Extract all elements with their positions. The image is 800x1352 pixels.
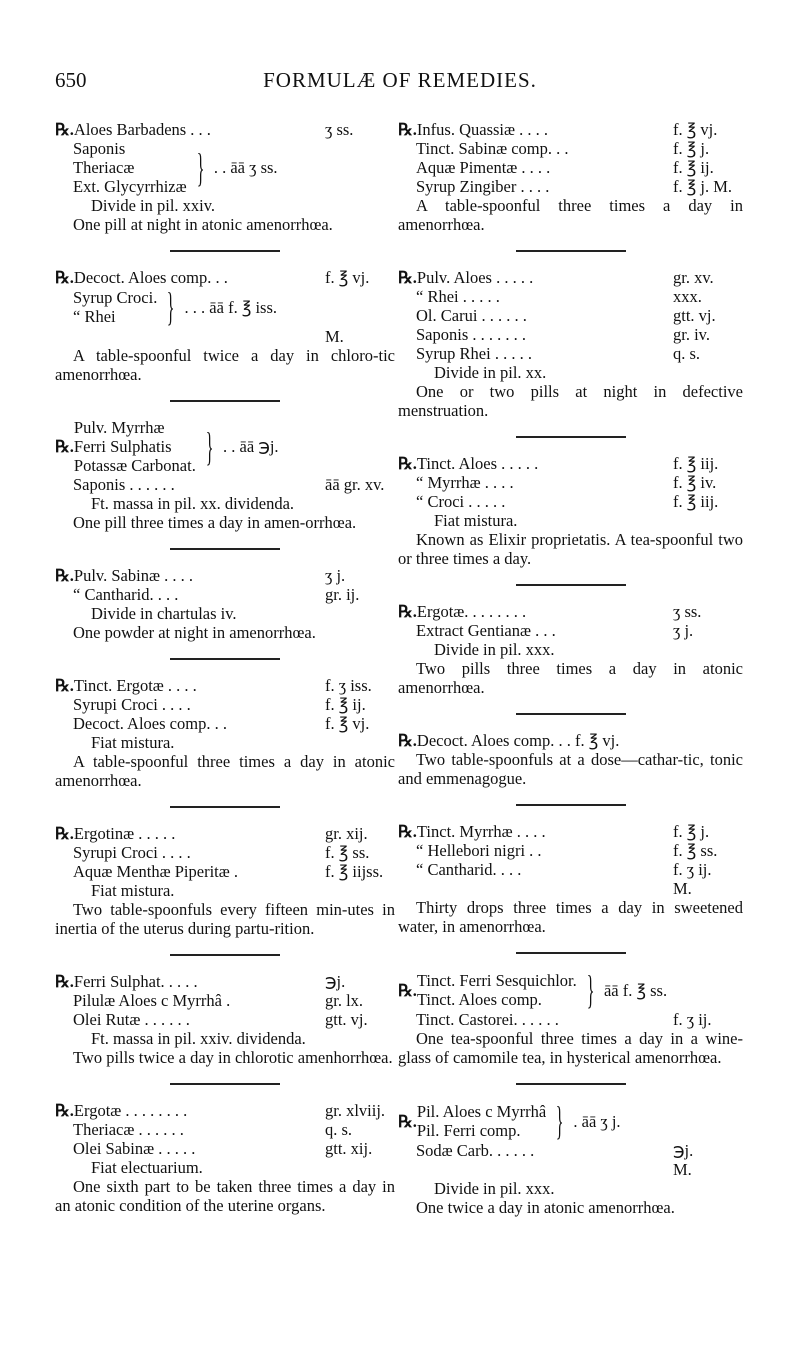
- ingredient-name: Pilulæ Aloes c Myrrhâ .: [73, 991, 231, 1010]
- ingredient-line: [398, 473, 743, 492]
- separator-rule: [170, 658, 280, 660]
- braced-dose: . . āā ʒ ss.: [213, 158, 278, 177]
- direction: Divide in chartulas iv.: [91, 604, 237, 623]
- ingredient-dose: f. ℥ iv.: [673, 473, 717, 492]
- instruction: Two pills three times a day in atonic amenorrhœa.: [398, 659, 743, 697]
- running-title: FORMULÆ OF REMEDIES.: [263, 68, 537, 92]
- ingredient-line: [55, 475, 395, 494]
- separator-rule: [516, 1083, 626, 1085]
- instruction: Thirty drops three times a day in sweetened water, in amenorrhœa.: [398, 898, 743, 936]
- direction: Fiat electuarium.: [91, 1158, 203, 1177]
- recipe-symbol: ℞.: [55, 437, 74, 456]
- ingredient-dose: q. s.: [325, 1120, 353, 1139]
- brace-symbol: }: [205, 423, 214, 469]
- ingredient-dose: āā gr. xv.: [325, 475, 385, 494]
- ingredient-dose: ʒ j.: [673, 621, 694, 640]
- ingredient-line: [55, 695, 395, 714]
- recipe-symbol: ℞.: [55, 120, 74, 139]
- ingredient-name: Syrup Rhei . . . . .: [416, 344, 532, 363]
- recipe-symbol: ℞.: [398, 454, 417, 473]
- instruction: Two pills twice a day in chlorotic amenhorrhœa.: [73, 1048, 393, 1067]
- ingredient-dose: ℈j.: [673, 1141, 694, 1160]
- braced-ingredients: [398, 1098, 743, 1143]
- ingredient-line: [398, 1141, 743, 1160]
- ingredient-name: Tinct. Castorei. . . . . .: [416, 1010, 559, 1029]
- ingredient-name: Decoct. Aloes comp. . .: [73, 268, 228, 287]
- recipe-symbol: ℞.: [398, 602, 417, 621]
- ingredient-name: Tinct. Ferri Sesquichlor.: [416, 971, 577, 990]
- ingredient-dose: f. ʒ ij.: [673, 860, 712, 879]
- instruction: One sixth part to be taken three times a day in an atonic condition of the uterine organs.: [55, 1177, 395, 1215]
- recipe-symbol: ℞.: [398, 822, 417, 841]
- direction: Divide in pil. xxx.: [434, 1179, 555, 1198]
- ingredient-name: Syrup Zingiber . . . .: [416, 177, 550, 196]
- recipe-symbol: ℞.: [55, 972, 74, 991]
- ingredient-line: [398, 1160, 743, 1179]
- ingredient-name: “ Rhei: [73, 307, 116, 326]
- ingredient-line: [398, 841, 743, 860]
- ingredient-dose: f. ʒ iss.: [325, 676, 372, 695]
- ingredient-name: Syrupi Croci . . . .: [73, 695, 191, 714]
- ingredient-line: [55, 268, 395, 287]
- ingredient-name: “ Croci . . . . .: [416, 492, 506, 511]
- prescription: [398, 454, 743, 568]
- ingredient-dose: ʒ ss.: [673, 602, 702, 621]
- ingredient-name: “ Cantharid. . . .: [416, 860, 522, 879]
- ingredient-name: Olei Sabinæ . . . . .: [73, 1139, 196, 1158]
- ingredient-name: Pil. Ferri comp.: [416, 1121, 521, 1140]
- prescription: [398, 602, 743, 697]
- ingredient-dose: f. ℥ ij.: [673, 158, 714, 177]
- direction: Divide in pil. xxx.: [434, 640, 555, 659]
- direction: Divide in pil. xxiv.: [91, 196, 216, 215]
- prescription: [398, 1098, 743, 1217]
- right-column: [398, 120, 743, 1217]
- ingredient-name: Sodæ Carb. . . . . .: [416, 1141, 535, 1160]
- ingredient-name: Decoct. Aloes comp. . .: [73, 714, 227, 733]
- ingredient-name: Aquæ Pimentæ . . . .: [416, 158, 551, 177]
- ingredient-line: [398, 492, 743, 511]
- separator-rule: [516, 250, 626, 252]
- ingredient-dose: f. ℥ vj.: [673, 120, 718, 139]
- ingredient-dose: ʒ j.: [325, 566, 346, 585]
- ingredient-line: [55, 714, 395, 733]
- braced-names: [417, 971, 577, 1009]
- ingredient-line: [55, 1120, 395, 1139]
- brace-symbol: }: [196, 144, 205, 190]
- braced-dose: . . . āā f. ℥ iss.: [184, 297, 278, 317]
- separator-rule: [516, 804, 626, 806]
- ingredient-dose: gr. ij.: [325, 585, 360, 604]
- recipe-symbol: ℞.: [55, 566, 74, 585]
- ingredient-name: Pulv. Myrrhæ: [73, 418, 165, 437]
- ingredient-name: Syrup Croci.: [73, 288, 158, 307]
- ingredient-line: [398, 1010, 743, 1029]
- ingredient-line: [55, 843, 395, 862]
- separator-rule: [516, 436, 626, 438]
- recipe-symbol: ℞.: [398, 120, 417, 139]
- ingredient-name: Decoct. Aloes comp. . . f. ℥ vj.: [416, 731, 620, 750]
- direction: Fiat mistura.: [91, 881, 175, 900]
- ingredient-name: Syrupi Croci . . . .: [73, 843, 191, 862]
- ingredient-line: [398, 731, 743, 750]
- ingredient-name: Tinct. Myrrhæ . . . .: [416, 822, 546, 841]
- ingredient-name: Ferri Sulphatis: [73, 437, 172, 456]
- separator-rule: [170, 954, 280, 956]
- instruction: One or two pills at night in defective menstruation.: [398, 382, 743, 420]
- ingredient-line: [398, 344, 743, 363]
- instruction: A table-spoonful three times a day in atonic amenorrhœa.: [55, 752, 395, 790]
- ingredient-name: Tinct. Aloes . . . . .: [416, 454, 539, 473]
- ingredient-dose: ʒ ss.: [325, 120, 354, 139]
- ingredient-name: “ Cantharid. . . .: [73, 585, 179, 604]
- prescription: [398, 731, 743, 788]
- ingredient-name: Ol. Carui . . . . . .: [416, 306, 527, 325]
- ingredient-line: [55, 676, 395, 695]
- direction: Ft. massa in pil. xx. dividenda.: [91, 494, 295, 513]
- instruction: A table-spoonful twice a day in chloro-tic amenorrhœa.: [55, 346, 395, 384]
- ingredient-line: [55, 972, 395, 991]
- separator-rule: [516, 952, 626, 954]
- ingredient-dose: M.: [673, 1160, 692, 1179]
- braced-ingredients: [55, 418, 395, 475]
- prescription: [55, 120, 395, 234]
- braced-names: [73, 139, 187, 196]
- separator-rule: [516, 584, 626, 586]
- direction: Ft. massa in pil. xxiv. dividenda.: [91, 1029, 306, 1048]
- ingredient-dose: f. ℥ j.: [673, 139, 710, 158]
- page-header: [0, 68, 800, 108]
- braced-dose: . āā ʒ j.: [573, 1111, 621, 1131]
- recipe-symbol: ℞.: [55, 268, 74, 287]
- ingredient-name: Saponis . . . . . . .: [416, 325, 527, 344]
- instruction: One powder at night in amenorrhœa.: [73, 623, 316, 642]
- direction: Divide in pil. xx.: [434, 363, 547, 382]
- ingredient-dose: gtt. vj.: [325, 1010, 368, 1029]
- ingredient-dose: gr. xlviij.: [325, 1101, 386, 1120]
- prescription: [55, 1101, 395, 1215]
- ingredient-dose: f. ℥ ss.: [673, 841, 718, 860]
- ingredient-name: Aquæ Menthæ Piperitæ .: [73, 862, 239, 881]
- direction: Fiat mistura.: [91, 733, 175, 752]
- ingredient-dose: f. ℥ iij.: [673, 454, 719, 473]
- ingredient-line: [55, 566, 395, 585]
- ingredient-line: [55, 1139, 395, 1158]
- ingredient-line: [398, 822, 743, 841]
- recipe-symbol: ℞.: [398, 980, 417, 1000]
- ingredient-line: [55, 862, 395, 881]
- instruction: Two table-spoonfuls at a dose—cathar-tic, tonic and emmenagogue.: [398, 750, 743, 788]
- ingredient-line: [398, 879, 743, 898]
- ingredient-line: [398, 602, 743, 621]
- ingredient-line: [398, 306, 743, 325]
- ingredient-line: [398, 268, 743, 287]
- braced-ingredients: [55, 139, 395, 196]
- ingredient-dose: q. s.: [673, 344, 701, 363]
- prescription: [55, 972, 395, 1067]
- ingredient-name: “ Rhei . . . . .: [416, 287, 500, 306]
- instruction: Two table-spoonfuls every fifteen min-utes in inertia of the uterus during partu-rition.: [55, 900, 395, 938]
- ingredient-line: [55, 327, 395, 346]
- direction: Fiat mistura.: [434, 511, 518, 530]
- ingredient-name: Ferri Sulphat. . . . .: [73, 972, 198, 991]
- ingredient-line: [398, 177, 743, 196]
- separator-rule: [516, 713, 626, 715]
- ingredient-dose: M.: [325, 327, 344, 346]
- ingredient-dose: gr. xij.: [325, 824, 368, 843]
- ingredient-name: Pulv. Aloes . . . . .: [416, 268, 534, 287]
- brace-symbol: }: [555, 1098, 564, 1143]
- ingredient-line: [55, 991, 395, 1010]
- ingredient-line: [55, 1010, 395, 1029]
- ingredient-dose: M.: [673, 879, 692, 898]
- recipe-symbol: ℞.: [398, 731, 417, 750]
- ingredient-line: [398, 139, 743, 158]
- brace-symbol: }: [167, 284, 175, 329]
- ingredient-name: Tinct. Ergotæ . . . .: [73, 676, 197, 695]
- prescription: [55, 418, 395, 532]
- ingredient-dose: gr. xv.: [673, 268, 714, 287]
- instruction: One tea-spoonful three times a day in a wine-glass of camomile tea, in hysterical amenorrhœa.: [398, 1029, 743, 1067]
- ingredient-name: Saponis . . . . . .: [73, 475, 175, 494]
- ingredient-line: [398, 325, 743, 344]
- ingredient-name: Ergotæ . . . . . . . .: [73, 1101, 188, 1120]
- ingredient-dose: f. ℥ ss.: [325, 843, 370, 862]
- ingredient-dose: f. ℥ j. M.: [673, 177, 733, 196]
- ingredient-line: [398, 860, 743, 879]
- ingredient-dose: gtt. xij.: [325, 1139, 373, 1158]
- separator-rule: [170, 1083, 280, 1085]
- ingredient-name: “ Hellebori nigri . .: [416, 841, 542, 860]
- instruction: One pill three times a day in amen-orrhœa.: [73, 513, 357, 532]
- ingredient-dose: f. ℥ iijss.: [325, 862, 384, 881]
- ingredient-dose: f. ℥ ij.: [325, 695, 366, 714]
- ingredient-name: Aloes Barbadens . . .: [73, 120, 211, 139]
- ingredient-name: Theriacæ . . . . . .: [73, 1120, 184, 1139]
- ingredient-line: [55, 824, 395, 843]
- ingredient-name: Olei Rutæ . . . . . .: [73, 1010, 190, 1029]
- recipe-symbol: ℞.: [55, 676, 74, 695]
- ingredient-dose: f. ℥ iij.: [673, 492, 719, 511]
- recipe-symbol: ℞.: [398, 268, 417, 287]
- instruction: Known as Elixir proprietatis. A tea-spoonful two or three times a day.: [398, 530, 743, 568]
- ingredient-name: Infus. Quassiæ . . . .: [416, 120, 549, 139]
- braced-dose: āā f. ℥ ss.: [603, 980, 668, 1000]
- brace-symbol: }: [586, 967, 595, 1012]
- page-number: 650: [55, 68, 87, 92]
- ingredient-name: “ Myrrhæ . . . .: [416, 473, 514, 492]
- ingredient-name: Ergotinæ . . . . .: [73, 824, 176, 843]
- recipe-symbol: ℞.: [55, 1101, 74, 1120]
- ingredient-dose: xxx.: [673, 287, 702, 306]
- ingredient-name: Tinct. Aloes comp.: [416, 990, 542, 1009]
- ingredient-line: [398, 621, 743, 640]
- separator-rule: [170, 806, 280, 808]
- ingredient-name: Pil. Aloes c Myrrhâ: [416, 1102, 547, 1121]
- ingredient-name: Tinct. Sabinæ comp. . .: [416, 139, 569, 158]
- prescription: [398, 120, 743, 234]
- ingredient-name: Ergotæ. . . . . . . .: [416, 602, 527, 621]
- prescription: [55, 566, 395, 642]
- braced-names: [73, 288, 157, 326]
- ingredient-line: [55, 585, 395, 604]
- ingredient-line: [55, 120, 395, 139]
- separator-rule: [170, 400, 280, 402]
- ingredient-dose: gr. iv.: [673, 325, 710, 344]
- ingredient-dose: gr. lx.: [325, 991, 364, 1010]
- ingredient-line: [398, 120, 743, 139]
- ingredient-name: Potassæ Carbonat.: [73, 456, 196, 475]
- ingredient-line: [398, 287, 743, 306]
- recipe-symbol: ℞.: [55, 824, 74, 843]
- recipe-symbol: ℞.: [398, 1111, 417, 1131]
- ingredient-dose: f. ℥ j.: [673, 822, 710, 841]
- instruction: One twice a day in atonic amenorrhœa.: [416, 1198, 675, 1217]
- ingredient-line: [398, 158, 743, 177]
- braced-dose: . . āā ℈j.: [223, 437, 279, 456]
- ingredient-name: Pulv. Sabinæ . . . .: [73, 566, 193, 585]
- braced-ingredients: [55, 284, 395, 329]
- ingredient-name: Extract Gentianæ . . .: [416, 621, 556, 640]
- ingredient-name: Ext. Glycyrrhizæ: [73, 177, 187, 196]
- instruction: One pill at night in atonic amenorrhœa.: [73, 215, 333, 234]
- ingredient-dose: f. ℥ vj.: [325, 268, 370, 287]
- left-column: [55, 120, 395, 1215]
- ingredient-dose: gtt. vj.: [673, 306, 716, 325]
- braced-names: [417, 1102, 546, 1140]
- prescription: [398, 967, 743, 1067]
- separator-rule: [170, 250, 280, 252]
- prescription: [55, 268, 395, 384]
- ingredient-line: [55, 1101, 395, 1120]
- ingredient-dose: ℈j.: [325, 972, 346, 991]
- prescription: [55, 824, 395, 938]
- ingredient-dose: f. ℥ vj.: [325, 714, 370, 733]
- ingredient-line: [398, 454, 743, 473]
- separator-rule: [170, 548, 280, 550]
- ingredient-name: Theriacæ: [73, 158, 135, 177]
- instruction: A table-spoonful three times a day in amenorrhœa.: [398, 196, 743, 234]
- ingredient-dose: f. ʒ ij.: [673, 1010, 712, 1029]
- braced-names: [74, 418, 196, 475]
- ingredient-name: Saponis: [73, 139, 126, 158]
- prescription: [55, 676, 395, 790]
- braced-ingredients: [398, 967, 743, 1012]
- prescription: [398, 268, 743, 420]
- prescription: [398, 822, 743, 936]
